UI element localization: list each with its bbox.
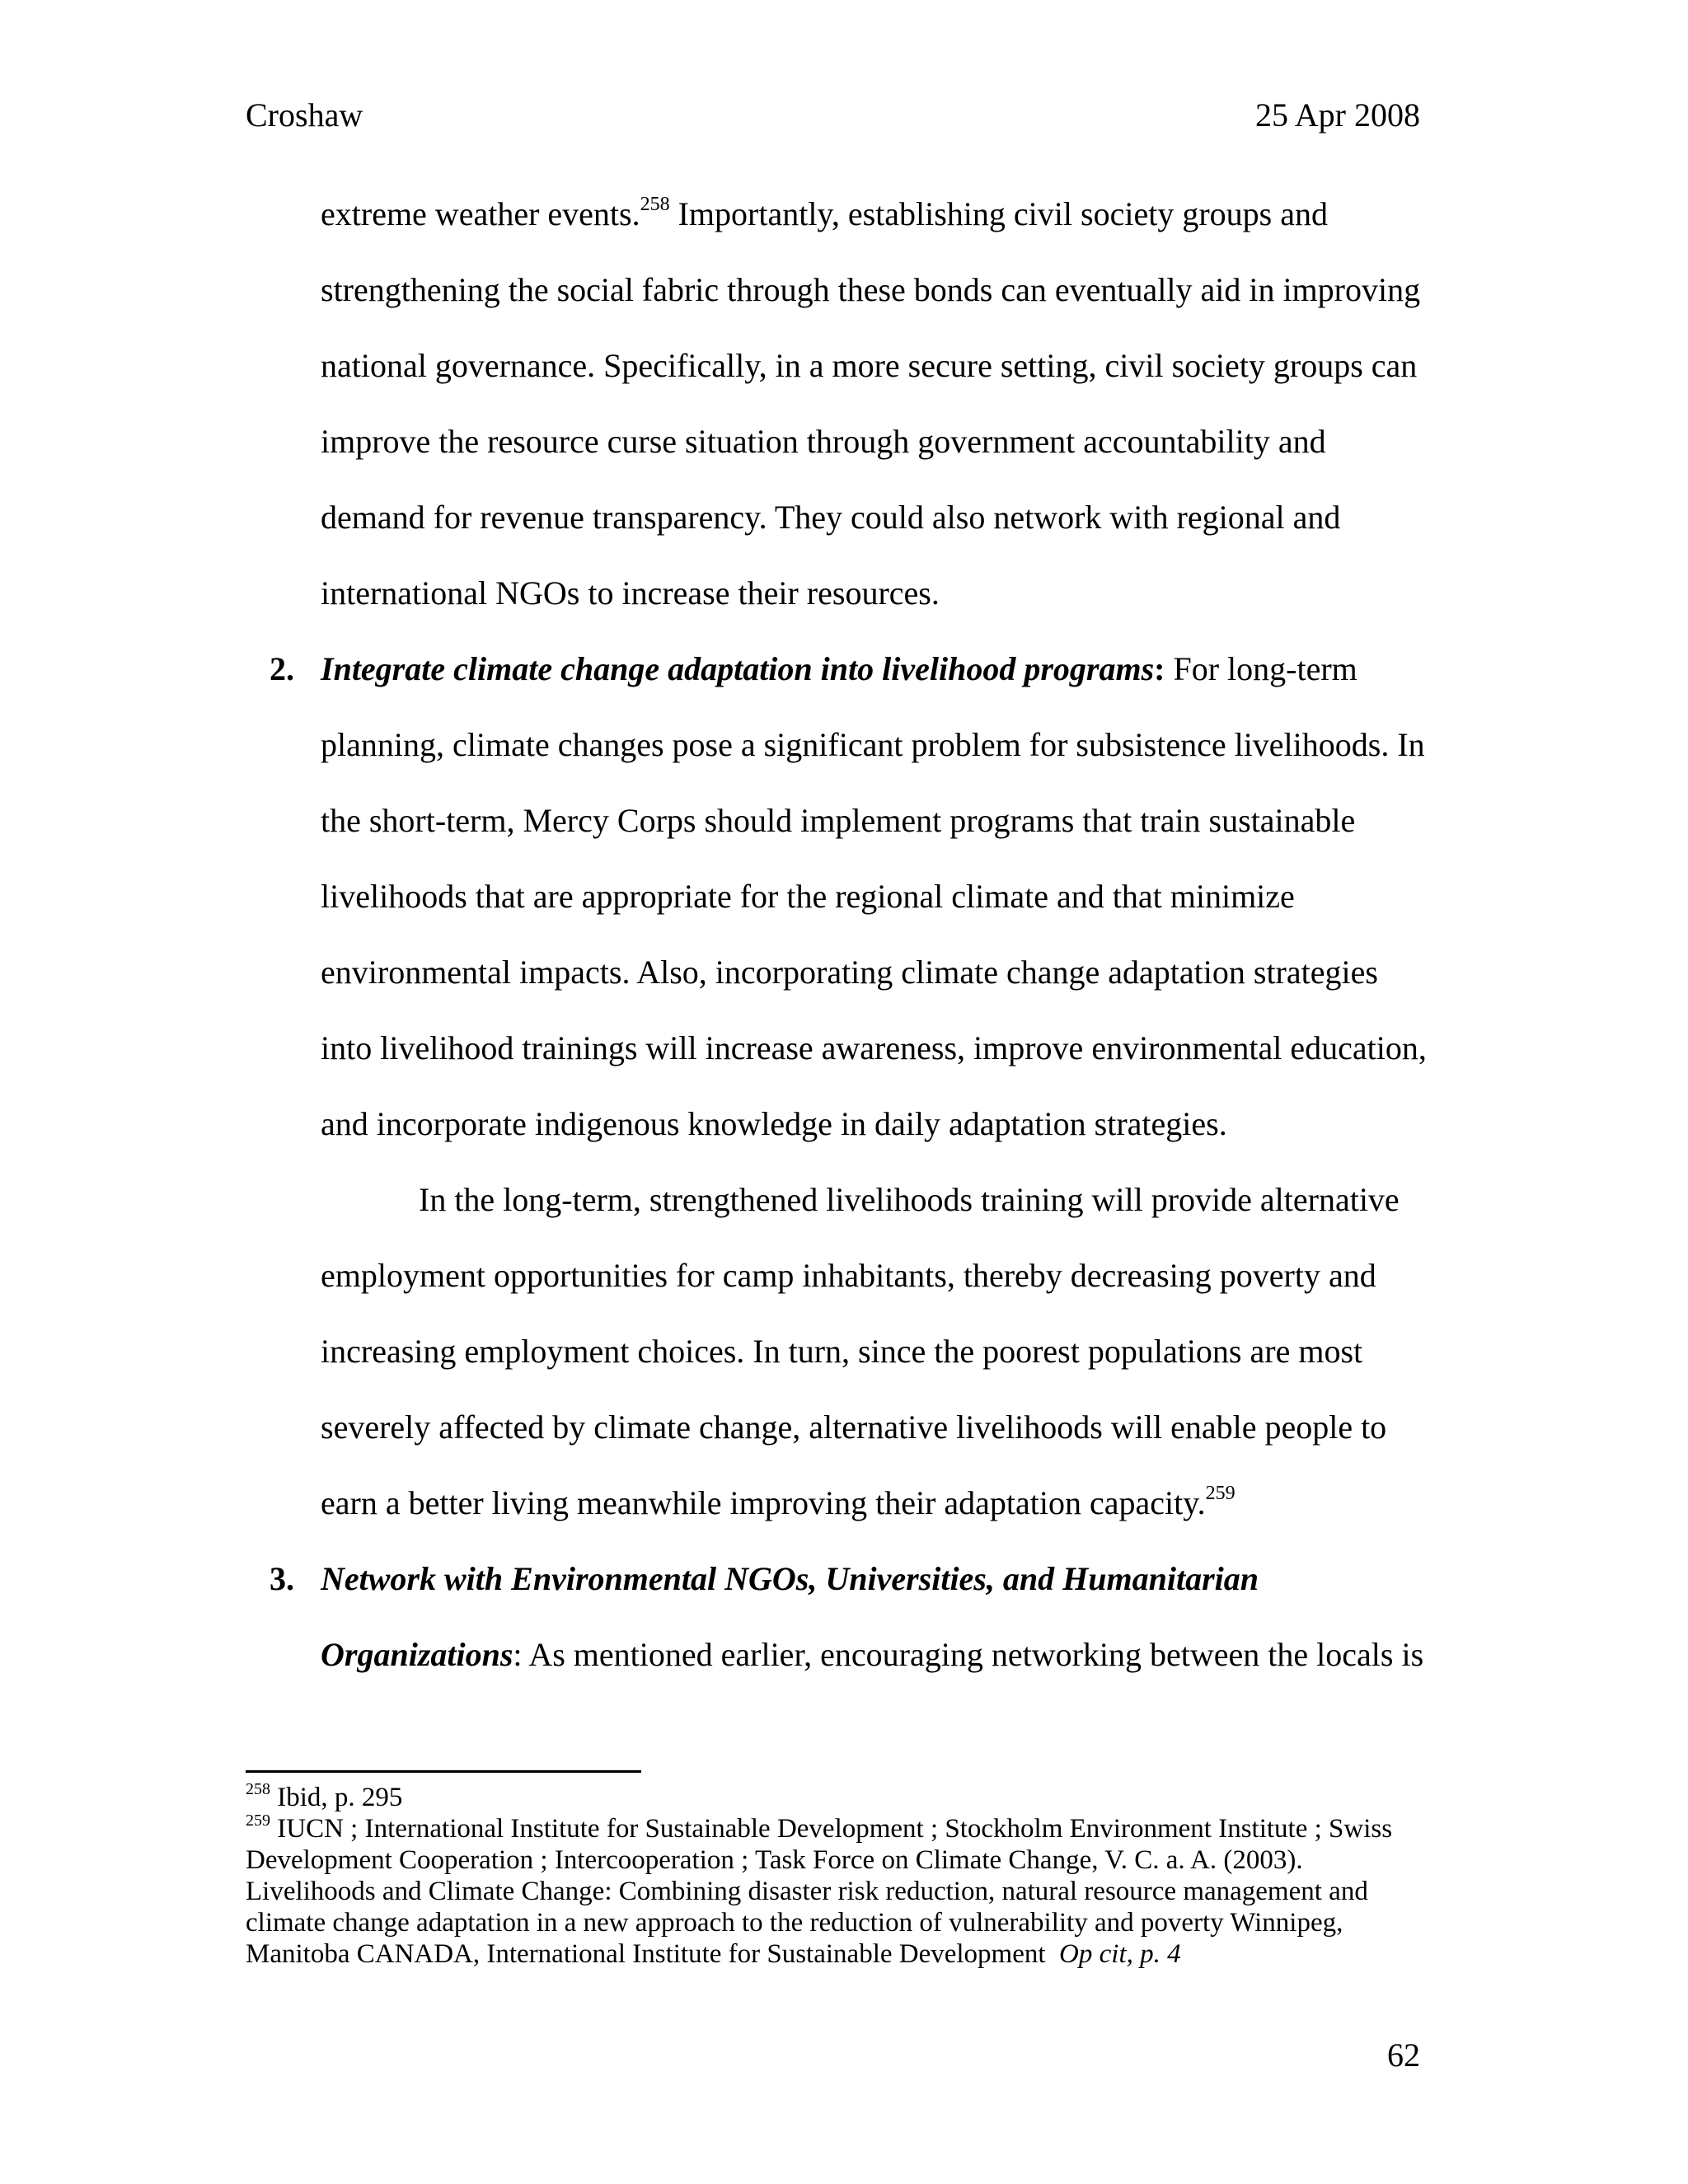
body-line: employment opportunities for camp inhabitants, thereby decreasing poverty and	[321, 1257, 1376, 1294]
list-number-2: 2.	[270, 650, 294, 687]
list-number-3: 3.	[270, 1560, 294, 1597]
body-line: environmental impacts. Also, incorporating climate change adaptation strategies	[321, 954, 1378, 991]
body-line: national governance. Specifically, in a more secure setting, civil society groups can	[321, 347, 1418, 384]
body-line: demand for revenue transparency. They could also network with regional and	[321, 499, 1341, 536]
body-line	[321, 1483, 1236, 1523]
body-line: In the long-term, strengthened livelihoods training will provide alternative	[419, 1181, 1400, 1218]
body-line	[321, 1635, 1423, 1675]
body-line: severely affected by climate change, alternative livelihoods will enable people to	[321, 1408, 1387, 1446]
body-line: into livelihood trainings will increase awareness, improve environmental education,	[321, 1029, 1427, 1066]
footnote-line: Livelihoods and Climate Change: Combining disaster risk reduction, natural resource management and	[246, 1877, 1368, 1906]
header-date: 25 Apr 2008	[1255, 96, 1420, 134]
body-line: increasing employment choices. In turn, since the poorest populations are most	[321, 1333, 1363, 1370]
footnote-text: IUCN ; International Institute for Sustainable Development ; Stockholm Environment Institute ; Swiss	[270, 1814, 1393, 1844]
text-span: Importantly, establishing civil society groups and	[669, 195, 1328, 232]
footnote-line: climate change adaptation in a new approach to the reduction of vulnerability and poverty Winnipeg,	[246, 1908, 1343, 1938]
list-item-title: Integrate climate change adaptation into livelihood programs	[321, 650, 1155, 687]
body-line: international NGOs to increase their resources.	[321, 574, 940, 612]
title-colon: :	[1154, 650, 1165, 687]
list-item-2-heading	[321, 649, 1357, 689]
footnote-number: 258	[246, 1780, 270, 1798]
body-line: strengthening the social fabric through these bonds can eventually aid in improving	[321, 271, 1421, 308]
text-span: extreme weather events.	[321, 195, 640, 232]
footnote-259	[246, 1813, 1392, 1844]
list-item-title: Network with Environmental NGOs, Universities, and Humanitarian	[321, 1560, 1259, 1597]
footnote-ref-259: 259	[1205, 1482, 1236, 1504]
text-span: earn a better living meanwhile improving their adaptation capacity.	[321, 1484, 1206, 1521]
footnote-258	[246, 1782, 402, 1813]
body-line: and incorporate indigenous knowledge in daily adaptation strategies.	[321, 1105, 1227, 1142]
list-item-3-heading	[321, 1559, 1259, 1599]
footnote-line	[246, 1938, 1181, 1970]
body-line: planning, climate changes pose a significant problem for subsistence livelihoods. In	[321, 726, 1425, 763]
body-line: improve the resource curse situation through government accountability and	[321, 423, 1326, 460]
body-line: the short-term, Mercy Corps should implement programs that train sustainable	[321, 802, 1356, 839]
body-line	[321, 194, 1328, 234]
header-author: Croshaw	[246, 96, 363, 134]
footnote-italic: Op cit, p. 4	[1059, 1939, 1181, 1969]
footnote-separator	[246, 1770, 641, 1773]
footnote-number: 259	[246, 1811, 270, 1830]
footnote-text: Ibid, p. 295	[270, 1783, 403, 1812]
text-span: : As mentioned earlier, encouraging networking between the locals is	[513, 1636, 1424, 1673]
footnote-ref-258: 258	[640, 193, 670, 215]
list-item-title: Organizations	[321, 1636, 513, 1673]
page-number: 62	[1387, 2036, 1420, 2074]
footnote-text: Manitoba CANADA, International Institute for Sustainable Development	[246, 1939, 1060, 1969]
text-span: For long-term	[1165, 650, 1357, 687]
footnote-line: Development Cooperation ; Intercooperation ; Task Force on Climate Change, V. C. a. A. (2003).	[246, 1845, 1303, 1875]
body-line: livelihoods that are appropriate for the regional climate and that minimize	[321, 878, 1295, 915]
